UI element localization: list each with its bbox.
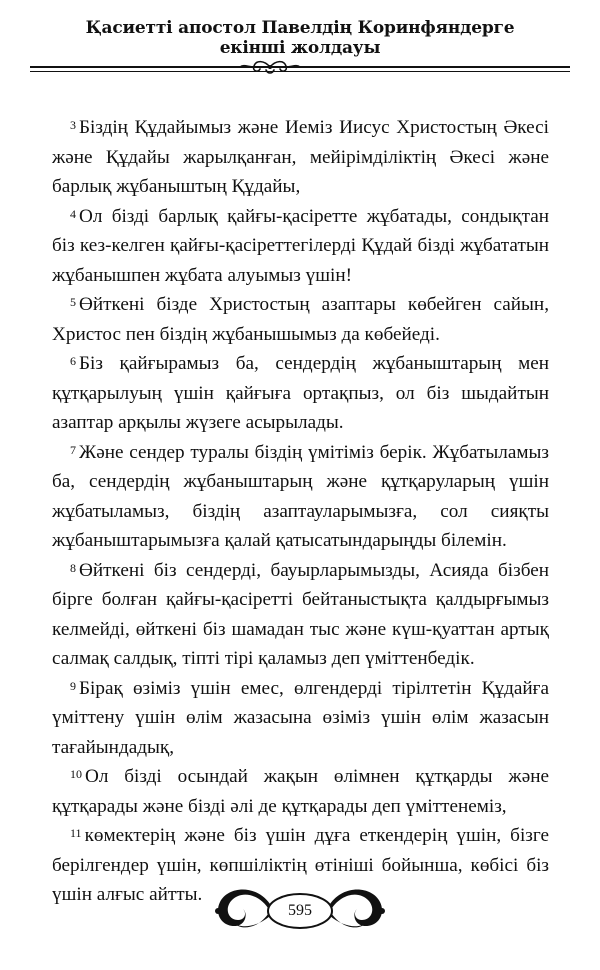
verse-4 bbox=[52, 202, 549, 291]
verse-text: Және сендер туралы біздің үмітіміз берік. Жұбатыламыз ба, сендердің жұбаныштарың және құтқаруларың үшін жұбатыламыз, біздің азаптауларымызға, сол сияқты жұбаныштарымызға қалай қатысатындарыңды білемін. bbox=[52, 441, 549, 551]
verse-text: Біз қайғырамыз ба, сендердің жұбаныштарың мен құтқарылуың үшін қайғыға ортақпыз, ол біз шыдайтын азаптар арқылы жүзеге асырылады. bbox=[52, 353, 549, 433]
verse-text: Өйткені біз сендерді, бауырларымызды, Асияда бізбен бірге болған қайғы-қасіретті бейтаныстықта қалдырғымыз келмейді, өйткені біз шамадан тыс және күш-қуаттан артық салмақ салдық, тіпті тірі қаламыз деп үміттенбедік. bbox=[52, 559, 549, 669]
header-title-line1: Қасиетті апостол Павелдің Коринфяндерге bbox=[85, 18, 515, 38]
verse-number: 5 bbox=[70, 295, 76, 309]
verse-text: Біздің Құдайымыз және Иеміз Иисус Христостың Әкесі және Құдайы жарылқанған, мейірімділіктің Әкесі және барлық жұбаныштың Құдайы, bbox=[52, 117, 549, 197]
verse-number: 4 bbox=[70, 206, 76, 221]
verse-7 bbox=[52, 438, 549, 556]
verse-number: 7 bbox=[70, 442, 76, 457]
verse-10 bbox=[52, 762, 549, 821]
verse-number: 3 bbox=[70, 118, 76, 132]
verse-9 bbox=[52, 674, 549, 763]
running-header bbox=[30, 18, 570, 58]
verse-number: 6 bbox=[70, 354, 76, 368]
verse-text: Өйткені бізде Христостың азаптары көбейген сайын, Христос пен біздің жұбанышымыз да көбейеді. bbox=[52, 294, 549, 345]
header-ornament-icon bbox=[238, 58, 302, 76]
verse-text: Ол бізді барлық қайғы-қасіретте жұбатады, сондықтан біз кез-келген қайғы-қасіреттегілерді Құдай бізді жұбататын жұбанышпен жұбата алуымыз үшін! bbox=[52, 205, 549, 286]
verse-number: 9 bbox=[70, 678, 76, 693]
verse-8 bbox=[52, 556, 549, 674]
verse-number: 11 bbox=[70, 826, 82, 840]
verse-number: 10 bbox=[70, 767, 82, 781]
verse-3 bbox=[52, 113, 549, 202]
verse-text: Ол бізді осындай жақын өлімнен құтқарды және құтқарады және бізді әлі де құтқарады деп үміттенеміз, bbox=[52, 766, 549, 817]
page-number: 595 bbox=[288, 902, 312, 919]
verse-number: 8 bbox=[70, 560, 76, 575]
header-title-line2: екінші жолдауы bbox=[219, 38, 381, 58]
verse-6 bbox=[52, 349, 549, 438]
verse-text: Бірақ өзіміз үшін емес, өлгендерді тірілтетін Құдайға үміттену үшін өлім жазасына өзіміз үшін өлім жазасын тағайындадық, bbox=[52, 677, 549, 758]
verse-text: көмектерің және біз үшін дұға еткендерің үшін, бізге берілгендер үшін, көпшіліктің өтініші бойынша, көбісі біз үшін алғыс айтты. bbox=[52, 825, 549, 905]
verses-body bbox=[52, 113, 549, 910]
verse-5 bbox=[52, 290, 549, 349]
